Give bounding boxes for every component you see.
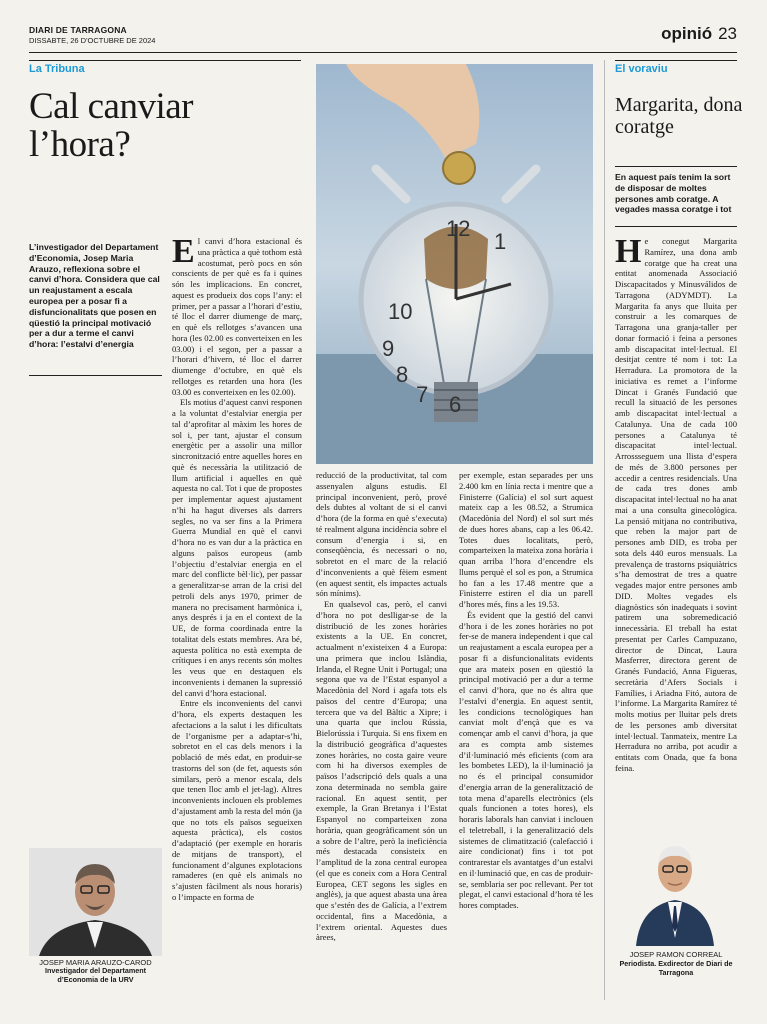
paragraph: Entre els inconvenients del canvi d’hora, els experts destaquen les afectacions a la salut i les dificultats de l’organisme per a adaptar-s’hi, sobretot en el cas dels menors i la població de més edat, en produir-se trastorns del son (de fet, aquests són similars, però a menor escala, dels que tenen lloc amb el jet-lag). Altres inconvenients inclouen els problemes d’ajustament amb la resta del món (ja que no tots els països segueixen aquesta pràctica), els costos d’adaptació (per exemple en horaris de mitjans de transport), el funcionament d’algunes explotacions ramaderes (en què els animals no s’ajusten fàcilment als nous horaris) o l’impacte en forma de xyxy=(172,698,302,902)
paragraph: En qualsevol cas, però, el canvi d’hora no pot deslligar-se de la distribució de les zones horàries existents a la UE. En concret, actualment n’existeixen 4 a Europa: una primera que inclou Islàndia, Irlanda, el Regne Unit i Portugal; una segona que va de l’Estat espanyol a Macedònia del Nord i agafa tots els països del centre d’Europa; una tercera que va del Bàltic a Xipre; i una quarta que inclou Rússia, Bielorússia i Turquia. Si ens fixem en la distribució geogràfica d’aquestes zones horàries, no costa gaire veure com hi ha diversos exemples de països l’adscripció dels quals a una zona determinada no sembla gaire racional. En aquest sentit, per exemple, la Gran Bretanya i l’Estat Espanyol no comparteixen zona horària, quan geogràficament són un a sobre de l’altre, però la ineficiència més destacada consisteix en l’amplitud de la zona central europea (el que es coneix com a Hora Central Europea, CET segons les sigles en anglès), ja que aquest abasta una àrea que s’estén des de Galícia, a l’extrem occidental, fins a Macedònia, a l’extrem oriental. Aquestes dues àrees, xyxy=(316,599,447,943)
article-title: Cal canviar l’hora? xyxy=(29,86,193,165)
lead-rule xyxy=(29,375,162,376)
clock-numeral: 10 xyxy=(388,299,413,324)
author-role: Investigador del Departament d’Economia de la URV xyxy=(44,966,147,984)
masthead xyxy=(29,25,155,45)
article-column-2 xyxy=(316,470,447,943)
column-divider xyxy=(604,60,605,1000)
side-kicker-rule xyxy=(615,60,737,61)
side-author-photo xyxy=(630,828,720,946)
drop-cap: E xyxy=(172,233,195,270)
article-column-3 xyxy=(459,470,593,911)
section-header xyxy=(661,24,737,44)
side-author-name: JOSEP RAMON CORREAL xyxy=(629,950,723,959)
newspaper-name: DIARI DE TARRAGONA xyxy=(29,25,127,35)
clock-numeral: 7 xyxy=(416,382,429,407)
kicker-rule xyxy=(29,60,301,61)
side-lead: En aquest país tenim la sort de disposar de moltes persones amb coratge. A vegades massa coratge i tot xyxy=(615,172,732,215)
drop-cap: H xyxy=(615,233,642,270)
clock-numeral: 6 xyxy=(449,392,462,417)
clock-numeral: 8 xyxy=(396,362,409,387)
side-title-rule xyxy=(615,166,737,167)
paragraph: e conegut Margarita Ramírez, una dona amb coratge que ha creat una entitat anomenada Associació Discapacitados y Minusválidos de Tarragona (ADYMDT). La Margarita fa anys que lluita per construir a les comarques de Tarragona una granja-taller per donar formació i feina a persones amb discapacitat intel·lectual. El desitjat centre té nom i tot: La Herradura. La promotora de la iniciativa es remet a l’informe Dincat i Granés Fundació que recull la situació de les persones amb discapacitat intel·lectual a Catalunya. Una de cada 100 persones a Catalunya té discapacitat intel·lectual. Arrossseguem una llista d’espera de més de 3.800 persones per accedir a centres residencials. Una de cada tres dones amb discapacitat intel·lectual no ha anat mai a una consulta ginecològica. La pensió mitjana no contributiva, que reben la major part de persones amb DID, es troba per sota dels 440 euros mensuals. La prevalença de trastorns psiquiàtrics s’ha demostrat de tres a quatre vegades major entre persones amb DID. Moltes vegades els diagnòstics són inadequats i sovint patirem una sobremedicació innecessària. El treball ha estat presentat per Carles Campuzano, director de Dincat, Laura Masferrer, directora gerent de Granés Fundació, Anna Figueras, secretària d’Afers Socials i Famílies, i Ariadna Fitó, autora de l’informe. La Margarita Ramírez té molts motius per lluitar pels drets de les persones amb diversitat intel·lectual. Tanmateix, mentre La Herradura no arriba, pot acudir a entitats com Onada, que fa bona feina. xyxy=(615,236,737,773)
article-photo xyxy=(316,64,593,464)
side-author-role: Periodista. Exdirector de Diari de Tarragona xyxy=(619,959,733,977)
side-column-body xyxy=(615,233,737,774)
paragraph: l canvi d’hora estacional és una pràctica a què tothom està acostumat, però pocs en són conscients de per què es fa i quines són les implicacions. En concret, aquest es produeix dos cops l’any: el primer, per a passar a l’horari d’estiu, té lloc el darrer diumenge de març, en què els rellotges s’avancen una hora (les 02.00 es converteixen en les 03.00) i el segon, per a passar a l’horari d’hivern, té lloc el darrer diumenge d’octubre, en què els rellotges es retarden una hora (les 03.00 es converteixen en les 02.00). xyxy=(172,236,302,397)
main-kicker: La Tribuna xyxy=(29,63,85,75)
article-lead: L’investigador del Departament d’Economia, Josep Maria Arauzo, reflexiona sobre el canvi d’hora. Considera que cal un reajustament a escala europea per a posar fi a disfuncionalitats que posen en qüestió la principal motivació per a dur a terme el canvi d’hora: l’estalvi d’energia xyxy=(29,242,160,350)
article-column-1 xyxy=(172,233,302,903)
paragraph: per exemple, estan separades per uns 2.400 km en línia recta i mentre que a Finisterre (Galícia) el sol surt aquest mateix cap a les 08.52, a Strumica (Macedònia del Nord) el sol surt més de dues hores abans, cap a les 06.42. Totes dues localitats, però, comparteixen la mateixa zona horària i quan arriba l’hora d’encendre els llums perquè el sol es pon, a Strumica ho fan a les 17.48 mentre que a Finisterre estiren el dia un parell d’hores més, fins a les 19.53. xyxy=(459,470,593,609)
paragraph: Els motius d’aquest canvi responen a la voluntat d’estalviar energia per tal d’aprofitar al màxim les hores de sol i, per tant, ajustar el consum energètic per a assolir una millor sincronització entre aquelles hores en què és necessària la utilització de llum artificial i aquelles en què aquesta no cal. Tot i que de propostes per implementar aquest ajustament n’hi ha hagut diverses als darrers segles, no va ser fins a la Primera Guerra Mundial en què el canvi d’hora no es van dur a la pràctica en alguns països europeus (amb l’objectiu d’estalviar energia en el marc del conflicte bèl·lic), per passar a generalitzar-se arran de la crisi del petroli dels anys 1970, primer de manera no precisament harmònica i, anys després i ja en el context de la UE, de forma coordinada entre la totalitat dels estats membres. Ara bé, aquesta política no està exempta de crítiques i en anys recents són moltes les veus que en destaquen els inconvenients i demanen la supressió del canvi d’hora estacional. xyxy=(172,397,302,698)
header-divider xyxy=(29,52,737,53)
section-name: opinió xyxy=(661,24,713,43)
paragraph: reducció de la productivitat, tal com assenyalen alguns estudis. El principal inconvenient, però, prové dels dubtes al voltant de si el canvi d’hora (de la forma en què s’executa) té realment alguna incidència sobre el consum d’energia i si, en conseqüència, és necessari o no, sobretot en el marc de la relació d’inconvenients a què fèiem esment (en aquest sentit, els impactes actuals són mínims). xyxy=(316,470,447,599)
clock-numeral: 9 xyxy=(382,336,395,361)
page-number: 23 xyxy=(718,24,737,43)
side-kicker: El voraviu xyxy=(615,63,668,75)
author-photo xyxy=(29,848,162,956)
author-name: JOSEP MARIA ARAUZO-CAROD xyxy=(39,958,152,967)
clock-numeral: 12 xyxy=(446,216,471,241)
side-lead-rule xyxy=(615,226,737,227)
paragraph: És evident que la gestió del canvi d’hora i de les zones horàries no pot fer-se de manera independent i que cal un reajustament a escala europea per a posar fi a disfuncionalitats evidents que ara mateix posen en qüestió la principal motivació per a dur a terme el canvi d’hora, que no és altra que l’estalvi d’energia. En aquest sentit, les condicions tecnològiques han canviat molt d’ençà que es va començar amb el canvi d’hora, ja que ara es compta amb sistemes d’il·luminació més eficients (com ara les bombetes LED), la il·luminació ja no és el principal consumidor d’energia arran de la generalització de tota mena d’aparells electrònics (els quals funcionen a totes hores), els horaris laborals han canviat i inclouen el teletreball, i la generalització dels sistemes de climatització (calefacció i aire condicionat) fins i tot pot contrarestar els avantatges d’un estalvi en il·luminació que, en cas de produir-se, semblaria ser poc rellevant. Per tot plegat, el canvi estacional d’hora té les hores comptades. xyxy=(459,609,593,910)
side-title: Margarita, dona coratge xyxy=(615,94,743,138)
clock-numeral: 1 xyxy=(494,229,507,254)
issue-date: DISSABTE, 26 D'OCTUBRE DE 2024 xyxy=(29,36,156,45)
